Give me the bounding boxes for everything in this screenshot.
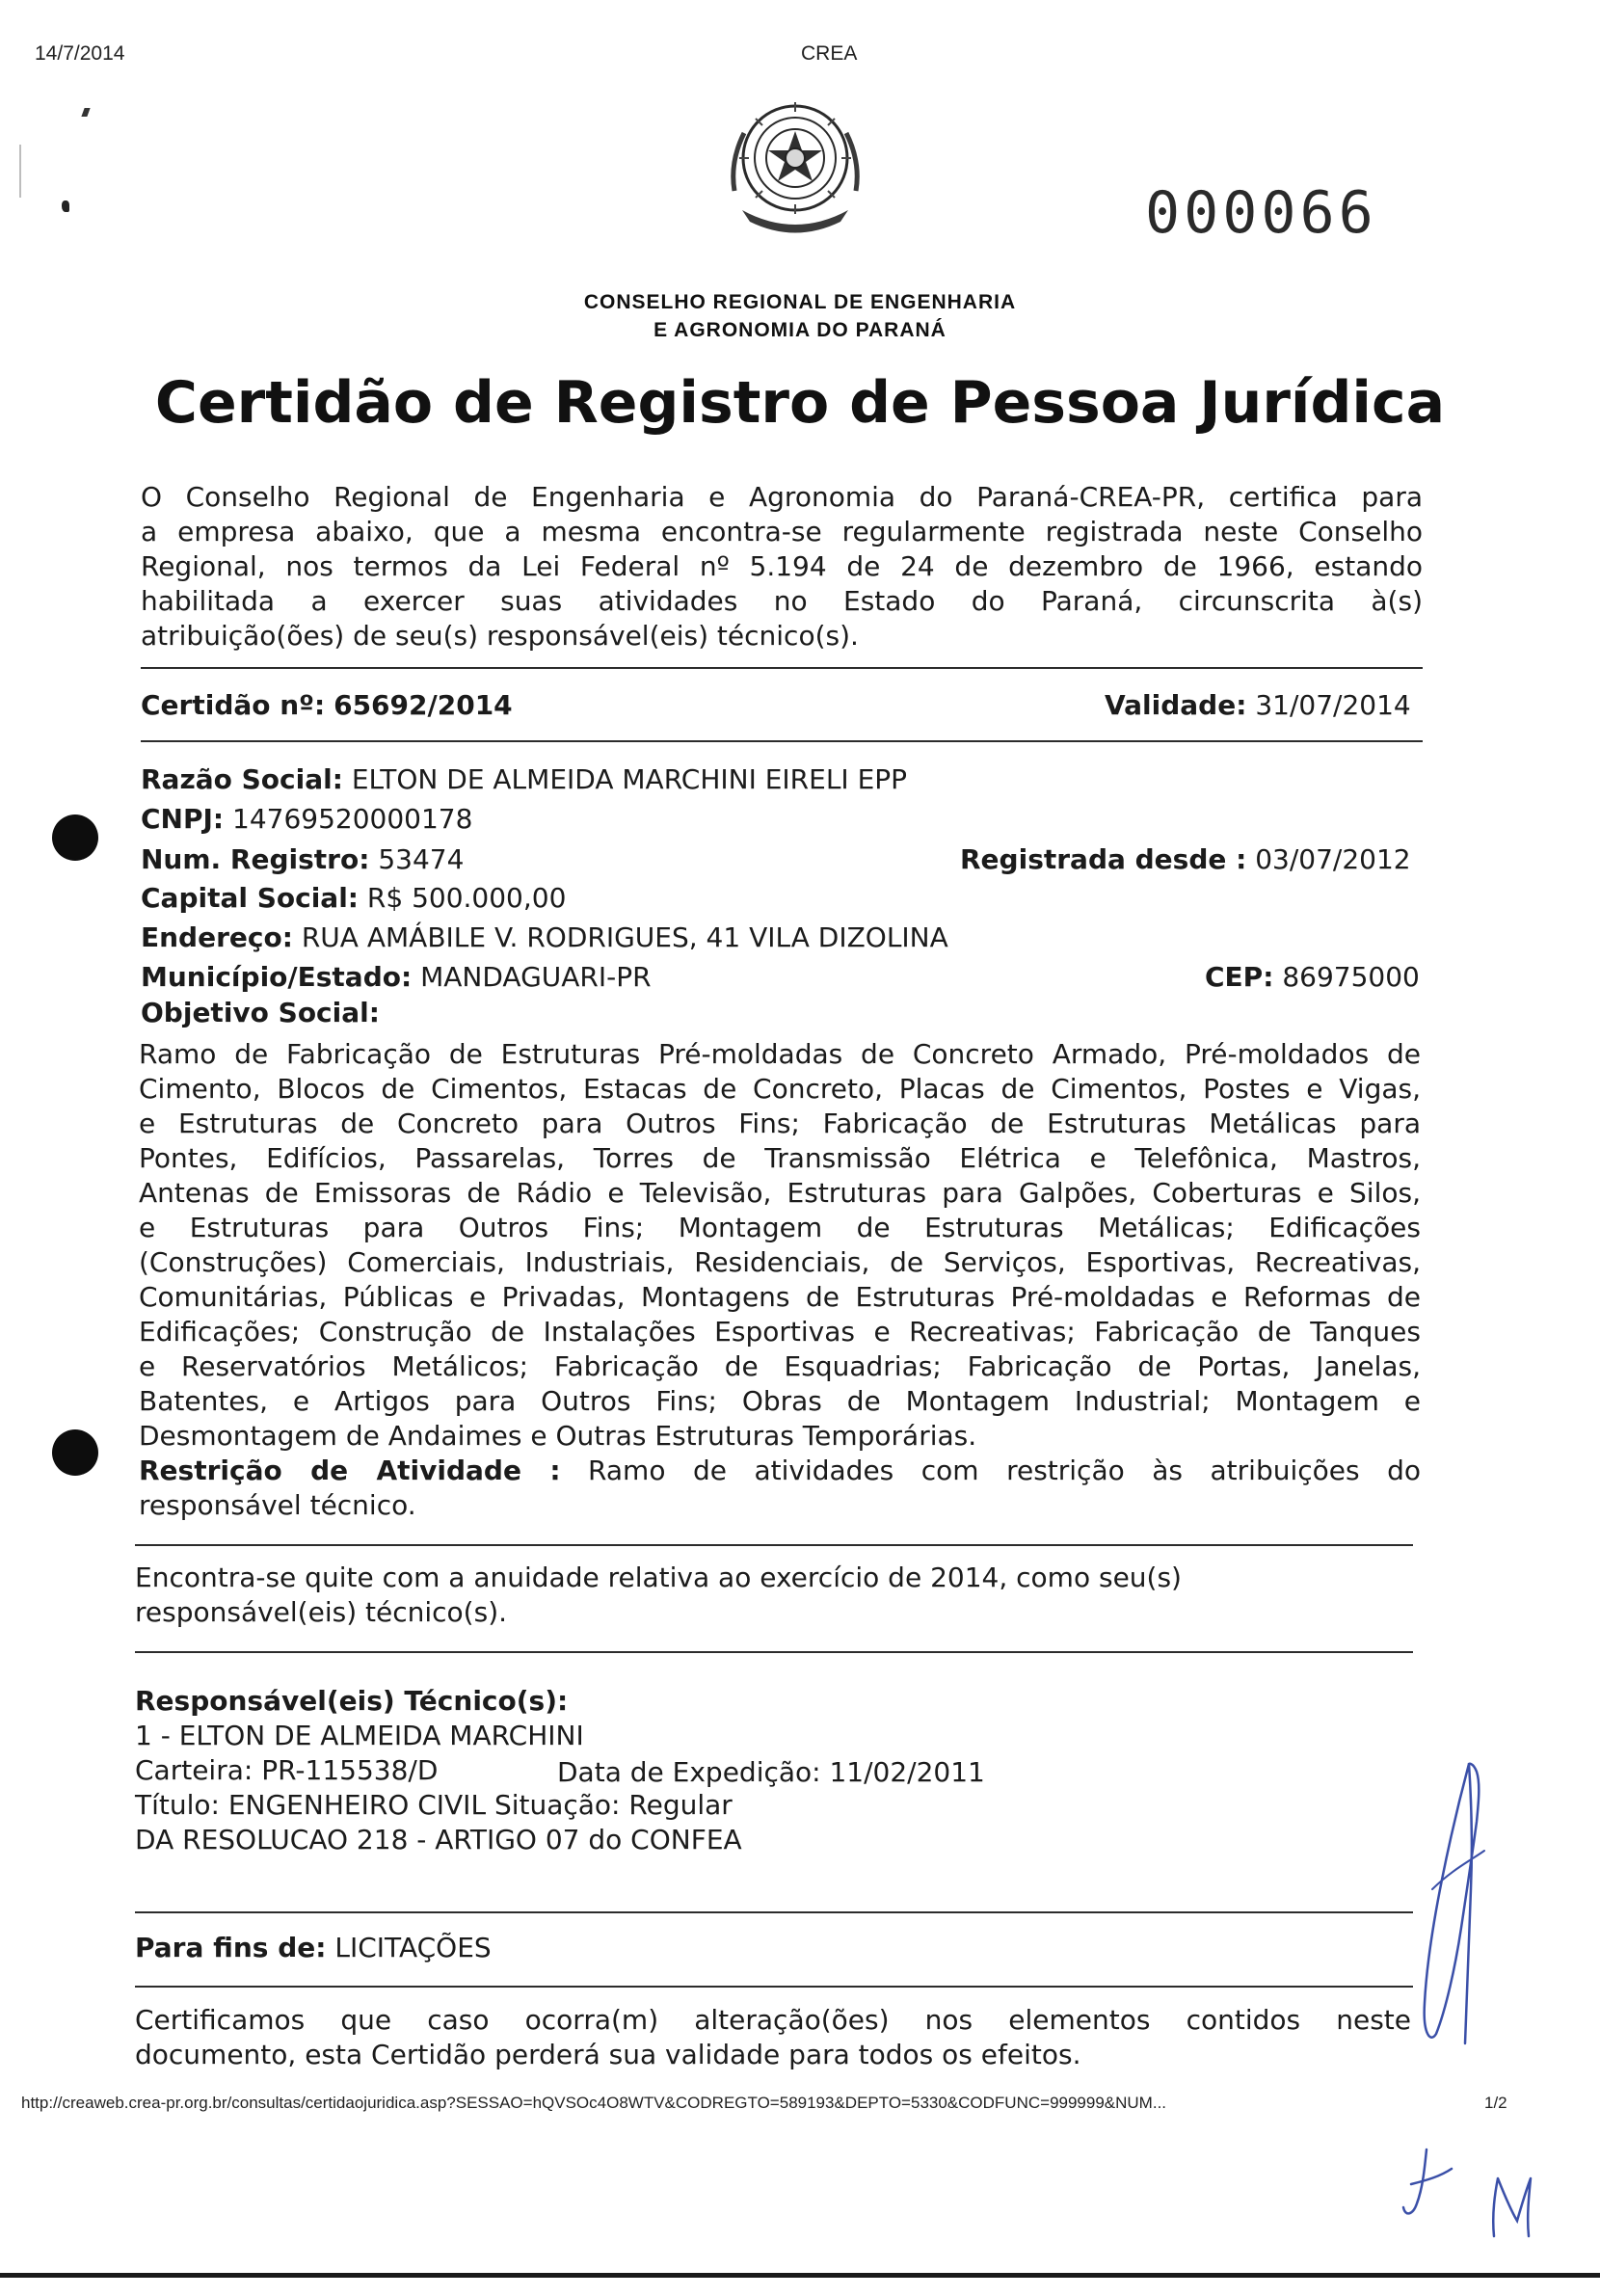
divider xyxy=(135,1986,1413,1988)
cep-label: CEP: xyxy=(1205,961,1274,993)
capital-social xyxy=(141,882,566,914)
coat-of-arms-seal xyxy=(725,94,866,237)
closing-line: Certificamos que caso ocorra(m) alteração(ões) nos elementos contidos neste xyxy=(135,2004,1411,2036)
responsavel-resolucao: DA RESOLUCAO 218 - ARTIGO 07 do CONFEA xyxy=(135,1824,742,1855)
restricao-text-2: responsável técnico. xyxy=(139,1489,416,1521)
endereco-value: RUA AMÁBILE V. RODRIGUES, 41 VILA DIZOLINA xyxy=(301,921,948,953)
objetivo-line: Desmontagem de Andaimes e Outras Estruturas Temporárias. xyxy=(139,1420,977,1452)
intro-line: a empresa abaixo, que a mesma encontra-se regularmente registrada neste Conselho xyxy=(141,516,1423,547)
quite-line-2: responsável(eis) técnico(s). xyxy=(135,1596,508,1628)
capital-social-value: R$ 500.000,00 xyxy=(366,882,567,914)
num-registro xyxy=(141,843,464,875)
responsavel-name: 1 - ELTON DE ALMEIDA MARCHINI xyxy=(135,1720,584,1751)
num-registro-value: 53474 xyxy=(378,843,465,875)
razao-social-label: Razão Social: xyxy=(141,763,343,795)
margin-mark xyxy=(19,145,21,198)
endereco-label: Endereço: xyxy=(141,921,293,953)
restricao-label: Restrição de Atividade : xyxy=(139,1455,561,1486)
page-title: Certidão de Registro de Pessoa Jurídica xyxy=(154,369,1446,437)
closing-line: documento, esta Certidão perderá sua validade para todos os efeitos. xyxy=(135,2039,1081,2070)
restricao-text: Ramo de atividades com restrição às atribuições do xyxy=(588,1455,1421,1486)
razao-social-value: ELTON DE ALMEIDA MARCHINI EIRELI EPP xyxy=(351,763,908,795)
closing-paragraph xyxy=(135,2003,1411,2072)
quite-line-1: Encontra-se quite com a anuidade relativa ao exercício de 2014, como seu(s) xyxy=(135,1562,1182,1593)
endereco xyxy=(141,921,948,953)
page-bottom-edge xyxy=(0,2273,1600,2278)
razao-social xyxy=(141,763,907,795)
restricao-atividade xyxy=(139,1454,1421,1523)
cep-value: 86975000 xyxy=(1282,961,1420,993)
para-fins-value: LICITAÇÕES xyxy=(334,1932,492,1963)
footer-url: http://creaweb.crea-pr.org.br/consultas/certidaojuridica.asp?SESSAO=hQVSOc4O8WTV&CODREGTO=589193&DEPTO=5330&CODFUNC=999999&NUM... xyxy=(21,2094,1167,2112)
punch-hole xyxy=(52,1429,98,1476)
divider xyxy=(135,1651,1413,1653)
objetivo-line: e Estruturas para Outros Fins; Montagem de Estruturas Metálicas; Edificações xyxy=(139,1212,1421,1243)
organization-line-1: CONSELHO REGIONAL DE ENGENHARIA xyxy=(583,291,1017,313)
capital-social-label: Capital Social: xyxy=(141,882,359,914)
document-number: 000066 xyxy=(1145,179,1377,247)
cnpj-value: 14769520000178 xyxy=(232,803,473,835)
objetivo-line: e Reservatórios Metálicos; Fabricação de Esquadrias; Fabricação de Portas, Janelas, xyxy=(139,1350,1421,1382)
punch-hole xyxy=(52,814,98,861)
divider xyxy=(141,740,1423,742)
municipio-value: MANDAGUARI-PR xyxy=(420,961,652,993)
responsavel-titulo: Título: ENGENHEIRO CIVIL Situação: Regular xyxy=(135,1789,733,1821)
validity-label: Validade: xyxy=(1105,689,1247,721)
print-date: 14/7/2014 xyxy=(35,42,125,65)
certificate-number xyxy=(141,689,513,721)
objetivo-line: (Construções) Comerciais, Industriais, Residenciais, de Serviços, Esportivas, Recreativas, xyxy=(139,1246,1421,1278)
cep xyxy=(1205,961,1420,993)
num-registro-label: Num. Registro: xyxy=(141,843,370,875)
objetivo-line: Pontes, Edifícios, Passarelas, Torres de Transmissão Elétrica e Telefônica, Mastros, xyxy=(139,1142,1421,1174)
para-fins-de xyxy=(135,1932,492,1963)
cnpj xyxy=(141,803,472,835)
intro-line: Regional, nos termos da Lei Federal nº 5.194 de 24 de dezembro de 1966, estando xyxy=(141,550,1423,582)
intro-line: O Conselho Regional de Engenharia e Agronomia do Paraná-CREA-PR, certifica para xyxy=(141,481,1423,513)
page-counter: 1/2 xyxy=(1484,2094,1507,2112)
objetivo-line: Ramo de Fabricação de Estruturas Pré-moldadas de Concreto Armado, Pré-moldados de xyxy=(139,1038,1421,1070)
intro-line: habilitada a exercer suas atividades no Estado do Paraná, circunscrita à(s) xyxy=(141,585,1423,617)
certificate-validity xyxy=(1105,689,1411,721)
margin-mark xyxy=(62,200,69,212)
registrada-desde-label: Registrada desde : xyxy=(960,843,1247,875)
objetivo-line: e Estruturas de Concreto para Outros Fins; Fabricação de Estruturas Metálicas para xyxy=(139,1108,1421,1139)
objetivo-line: Cimento, Blocos de Cimentos, Estacas de Concreto, Placas de Cimentos, Postes e Vigas, xyxy=(139,1073,1421,1105)
municipio-label: Município/Estado: xyxy=(141,961,413,993)
municipio-estado xyxy=(141,961,652,993)
objetivo-social-label: Objetivo Social: xyxy=(141,997,380,1028)
intro-paragraph xyxy=(141,480,1423,654)
responsavel-expedicao: Data de Expedição: 11/02/2011 xyxy=(557,1756,985,1788)
organization-line-2: E AGRONOMIA DO PARANÁ xyxy=(653,319,947,341)
objetivo-line: Antenas de Emissoras de Rádio e Televisão, Estruturas para Galpões, Coberturas e Silos, xyxy=(139,1177,1421,1209)
handwritten-signature xyxy=(1413,1754,1492,2072)
validity-value: 31/07/2014 xyxy=(1255,689,1411,721)
objetivo-line: Batentes, e Artigos para Outros Fins; Obras de Montagem Industrial; Montagem e xyxy=(139,1385,1421,1417)
para-fins-label: Para fins de: xyxy=(135,1932,327,1963)
cnpj-label: CNPJ: xyxy=(141,803,225,835)
margin-mark xyxy=(81,108,90,117)
objetivo-line: Edificações; Construção de Instalações Esportivas e Recreativas; Fabricação de Tanques xyxy=(139,1316,1421,1348)
print-site: CREA xyxy=(801,42,858,65)
divider xyxy=(135,1544,1413,1546)
objetivo-social-text xyxy=(139,1037,1421,1454)
divider xyxy=(141,667,1423,669)
registrada-desde xyxy=(960,843,1411,875)
responsaveis-label: Responsável(eis) Técnico(s): xyxy=(135,1685,569,1717)
responsavel-carteira: Carteira: PR-115538/D xyxy=(135,1754,439,1786)
certificate-number-label: Certidão nº: xyxy=(141,689,326,721)
objetivo-social xyxy=(141,997,380,1028)
handwritten-initials xyxy=(1398,2140,1561,2246)
divider xyxy=(135,1911,1413,1913)
objetivo-line: Comunitárias, Públicas e Privadas, Montagens de Estruturas Pré-moldadas e Reformas de xyxy=(139,1281,1421,1313)
intro-line: atribuição(ões) de seu(s) responsável(eis) técnico(s). xyxy=(141,620,859,652)
certificate-number-value: 65692/2014 xyxy=(333,689,513,721)
registrada-desde-value: 03/07/2012 xyxy=(1255,843,1411,875)
